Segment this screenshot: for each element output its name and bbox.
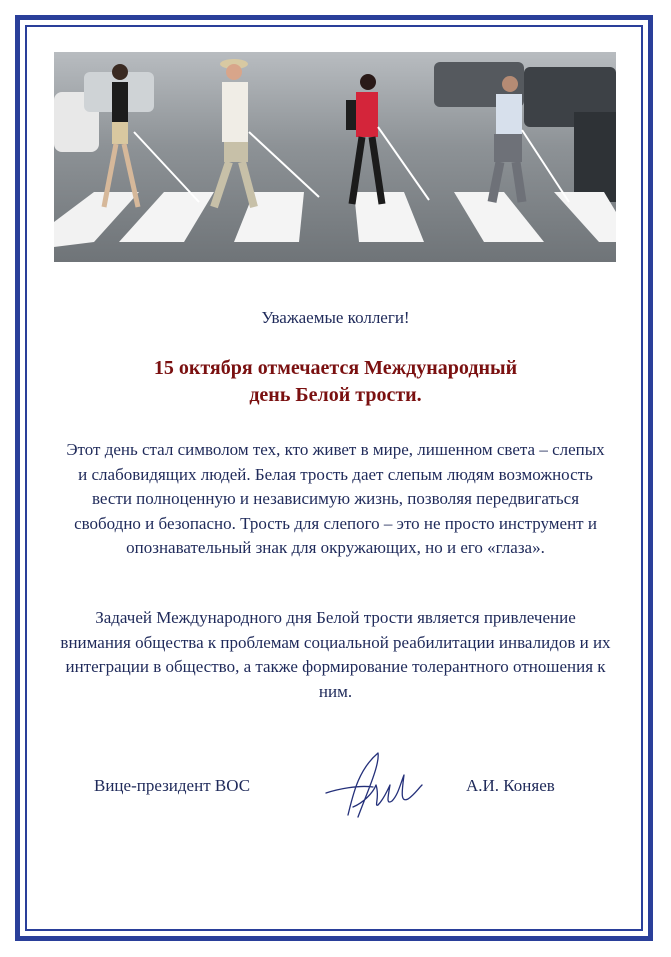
headline-line-2: день Белой трости. [249,384,422,406]
signatory-position: Вице-президент ВОС [94,776,251,795]
signatory-name: А.И. Коняев [466,776,555,795]
headline [0,355,671,409]
banner-photo [54,52,616,262]
crosswalk-illustration [54,52,616,262]
paragraph-1: Этот день стал символом тех, кто живет в мире, лишенном света – слепых и слабовидящих людей. Белая трость дает слепым людям возможность вести полноценную и независимую жизнь, позволяя передвигаться свободно и безопасно. Трость для слепого – это не просто инструмент и опознавательный знак для окружающих, но и его «глаза». [66,440,605,557]
headline-line-1: 15 октября отмечается Международный [153,357,518,379]
handwritten-signature [318,745,428,825]
paragraph-2: Задачей Международного дня Белой трости является привлечение внимания общества к проблемам социальной реабилитации инвалидов и их интеграции в общество, а также формирование толерантного отношения к ним. [60,608,611,701]
greeting: Уважаемые коллеги! [261,308,410,327]
